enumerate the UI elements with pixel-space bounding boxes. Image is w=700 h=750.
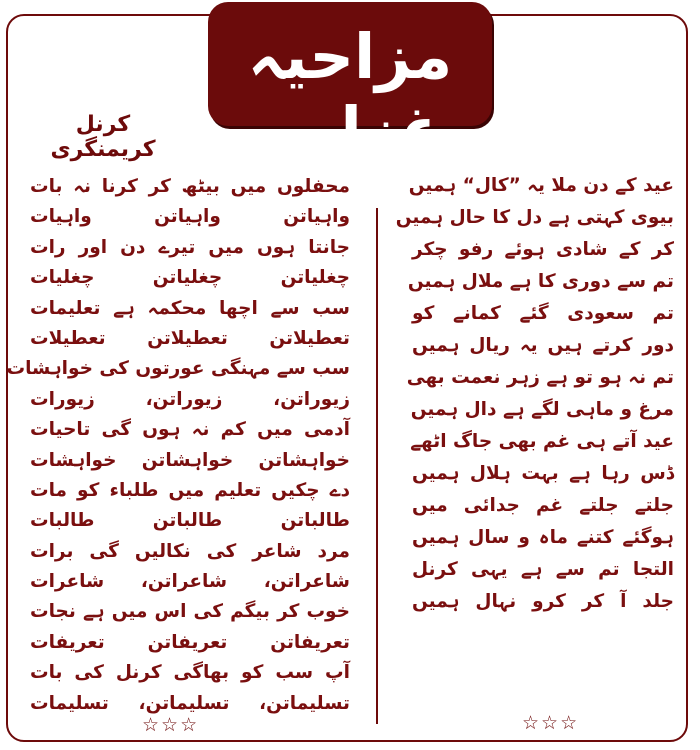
poem-line: تم سے دوری کا ہے ملال ہمیں (407, 271, 674, 292)
poem-line: شاعراتن، شاعراتن، شاعرات (30, 571, 350, 593)
poem-line: ڈس رہا ہے بہت ہلال ہمیں (412, 463, 674, 484)
poem-line: تسلیماتن، تسلیماتن، تسلیمات (30, 692, 350, 714)
poem-line: دے چکیں تعلیم میں طلباء کو مات (30, 479, 350, 501)
poem-line: تعریفاتن تعریفاتن تعریفات (30, 631, 350, 653)
poem-line: جانتا ہوں میں تیرے دن اور رات (30, 236, 350, 258)
poem-line: واہیاتن واہیاتن واہیات (30, 206, 350, 228)
author-name: کرنل کریمنگری (50, 112, 156, 162)
poem-line: عید آتے ہی غم بھی جاگ اٹھے (410, 431, 674, 452)
poem-line: آپ سب کو بھاگی کرنل کی بات (30, 662, 350, 684)
poem-line: خوب کر بیگم کی اس میں ہے نجات (30, 601, 350, 623)
poem-line: دور کرتے ہیں یہ ریال ہمیں (412, 335, 674, 356)
poem-line: چغلیاتن چغلیاتن چغلیات (30, 267, 350, 289)
poem-line: مرغ و ماہی لگے ہے دال ہمیں (410, 399, 674, 420)
poem-line: طالباتن طالباتن طالبات (30, 510, 350, 532)
page-title: مزاحیہ غزلیں (247, 20, 453, 166)
poem-line: کر کے شادی ہوئے رفو چکر (412, 239, 674, 260)
poem-line: تم نہ ہو تو ہے زہر نعمت بھی (406, 367, 674, 388)
poem-line: التجا تم سے ہے یہی کرنل (412, 559, 674, 580)
poem-line: تعطیلاتن تعطیلاتن تعطیلات (30, 327, 350, 349)
column-divider (376, 208, 378, 724)
poem-line: آدمی میں کم نہ ہوں گی تاحیات (30, 419, 350, 441)
poem-line: زیوراتن، زیوراتن، زیورات (30, 388, 350, 410)
poem-line: سب سے اچھا محکمہ ہے تعلیمات (30, 297, 350, 319)
poem-line: عید کے دن ملا یہ ”کال“ ہمیں (408, 175, 674, 196)
poem-line: سب سے مہنگی عورتوں کی خواہشات (6, 358, 350, 380)
right-poem (395, 170, 674, 618)
title-banner (208, 2, 492, 166)
poem-line: مرد شاعر کی نکالیں گی برات (30, 540, 350, 562)
poem-line: محفلوں میں بیٹھ کر کرنا نہ بات (30, 176, 350, 197)
poem-line: جلتے جلتے غم جدائی میں (412, 495, 674, 516)
poem-line: خواہشاتن خواہشاتن خواہشات (30, 449, 350, 471)
poem-line: جلد آ کر کرو نہال ہمیں (412, 591, 674, 612)
stars-ornament: ☆☆☆ (522, 712, 580, 734)
stars-ornament: ☆☆☆ (142, 714, 200, 736)
poem-line: تم سعودی گئے کمانے کو (412, 303, 674, 324)
left-poem (6, 172, 350, 719)
poem-line: ہوگئے کتنے ماہ و سال ہمیں (412, 527, 674, 548)
poem-line: بیوی کہتی ہے دل کا حال ہمیں (395, 207, 674, 228)
